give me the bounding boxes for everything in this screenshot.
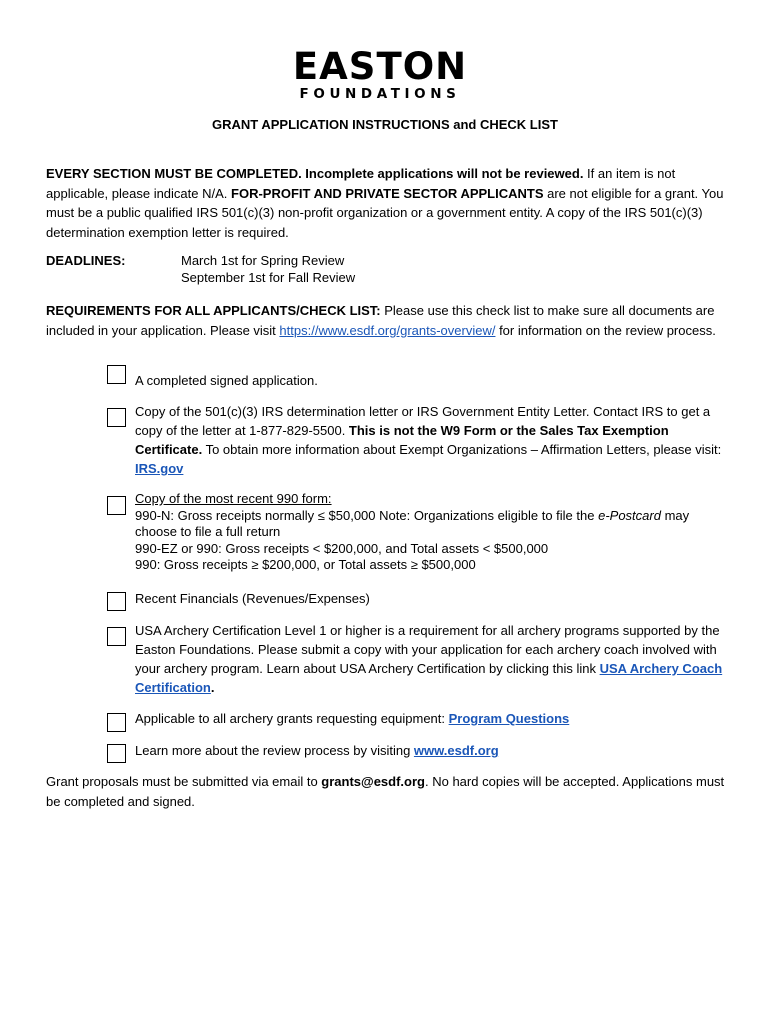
intro-text-2: are not eligible for a grant. You must be a public qualified IRS 501(c)(3) non-profit organization or a government entity. A copy of the IRS 501(c)(3) determination exemption letter is required. (46, 185, 724, 240)
irs-text-2: To obtain more information about Exempt Organizations – Affirmation Letters, please visit: (202, 442, 722, 457)
footer-text-1: Grant proposals must be submitted via email to (46, 774, 322, 789)
deadlines-dates (181, 252, 441, 286)
grants-overview-link[interactable]: https://www.esdf.org/grants-overview/ (279, 322, 496, 338)
logo-main-text: EASTON (292, 45, 468, 88)
logo-sub-text: FOUNDATIONS (299, 86, 461, 102)
checkbox-learn-more[interactable] (107, 744, 126, 763)
intro-bold-2: FOR-PROFIT AND PRIVATE SECTOR APPLICANTS (231, 185, 544, 201)
item-archery-certification (135, 621, 725, 697)
footer-text-2: . No hard copies will be accepted. Applications must be completed and signed. (46, 774, 725, 809)
item-recent-financials: Recent Financials (Revenues/Expenses) (135, 591, 370, 606)
form990-line-3: 990: Gross receipts ≥ $200,000, or Total assets ≥ $500,000 (135, 557, 476, 572)
deadline-fall: September 1st for Fall Review (181, 270, 356, 285)
checkbox-irs-letter[interactable] (107, 408, 126, 427)
intro-bold-1: EVERY SECTION MUST BE COMPLETED. Incomplete applications will not be reviewed. (46, 166, 584, 181)
item-irs-letter (135, 402, 725, 478)
form990-title: Copy of the most recent 990 form: (135, 491, 332, 506)
item-990-form (135, 491, 725, 574)
checkbox-signed-application[interactable] (107, 365, 126, 384)
item-signed-application: A completed signed application. (135, 373, 318, 388)
requirements-paragraph (46, 301, 736, 340)
irs-bold: This is not the W9 Form or the Sales Tax Exemption Certificate. (135, 423, 669, 457)
intro-text-1: If an item is not applicable, please indicate N/A. (46, 166, 676, 201)
footer-email: grants@esdf.org (321, 774, 425, 789)
irs-gov-link[interactable]: IRS.gov (135, 461, 184, 476)
equipment-text: Applicable to all archery grants requesting equipment: (135, 711, 449, 726)
requirements-text-1: Please use this check list to make sure all documents are included in your application. Please visit (46, 303, 715, 338)
archery-text-1: USA Archery Certification Level 1 or higher is a requirement for all archery programs supported by the Easton Foundations. Please submit a copy with your application for each archery coach involved with your archery program. Learn about USA Archery Certification by clicking this link (135, 623, 720, 676)
checkbox-equipment[interactable] (107, 713, 126, 732)
form990-line-1 (135, 508, 725, 541)
requirements-text-2: for information on the review process. (495, 322, 716, 338)
form990-line-1b: e-Postcard (598, 507, 661, 523)
esdf-website-link[interactable]: www.esdf.org (413, 743, 499, 758)
page-title: GRANT APPLICATION INSTRUCTIONS and CHECK LIST (212, 117, 558, 132)
checkbox-archery-certification[interactable] (107, 627, 126, 646)
form990-line-1c: may choose to file a full return (135, 507, 690, 539)
item-equipment (135, 709, 725, 728)
usa-archery-coach-certification-link[interactable]: USA Archery Coach Certification (135, 661, 723, 695)
deadlines-label: DEADLINES: (46, 253, 126, 268)
irs-text-1: Copy of the 501(c)(3) IRS determination letter or IRS Government Entity Letter. Contact IRS to get a copy of the letter at 1-877-829-5500. (135, 404, 711, 438)
form990-line-2: 990-EZ or 990: Gross receipts < $200,000, and Total assets < $500,000 (135, 540, 549, 556)
footer-paragraph (46, 772, 736, 811)
learn-text: Learn more about the review process by visiting (135, 743, 414, 758)
checkbox-recent-financials[interactable] (107, 592, 126, 611)
deadline-spring: March 1st for Spring Review (181, 253, 345, 268)
archery-text-2: . (210, 680, 215, 695)
form990-line-1a: 990-N: Gross receipts normally ≤ $50,000 Note: Organizations eligible to file the (135, 507, 599, 523)
item-learn-more (135, 741, 725, 760)
easton-foundations-logo (290, 45, 470, 102)
intro-paragraph (46, 164, 736, 242)
checkbox-990-form[interactable] (107, 496, 126, 515)
program-questions-link[interactable]: Program Questions (448, 711, 570, 726)
requirements-bold: REQUIREMENTS FOR ALL APPLICANTS/CHECK LIST: (46, 303, 381, 318)
